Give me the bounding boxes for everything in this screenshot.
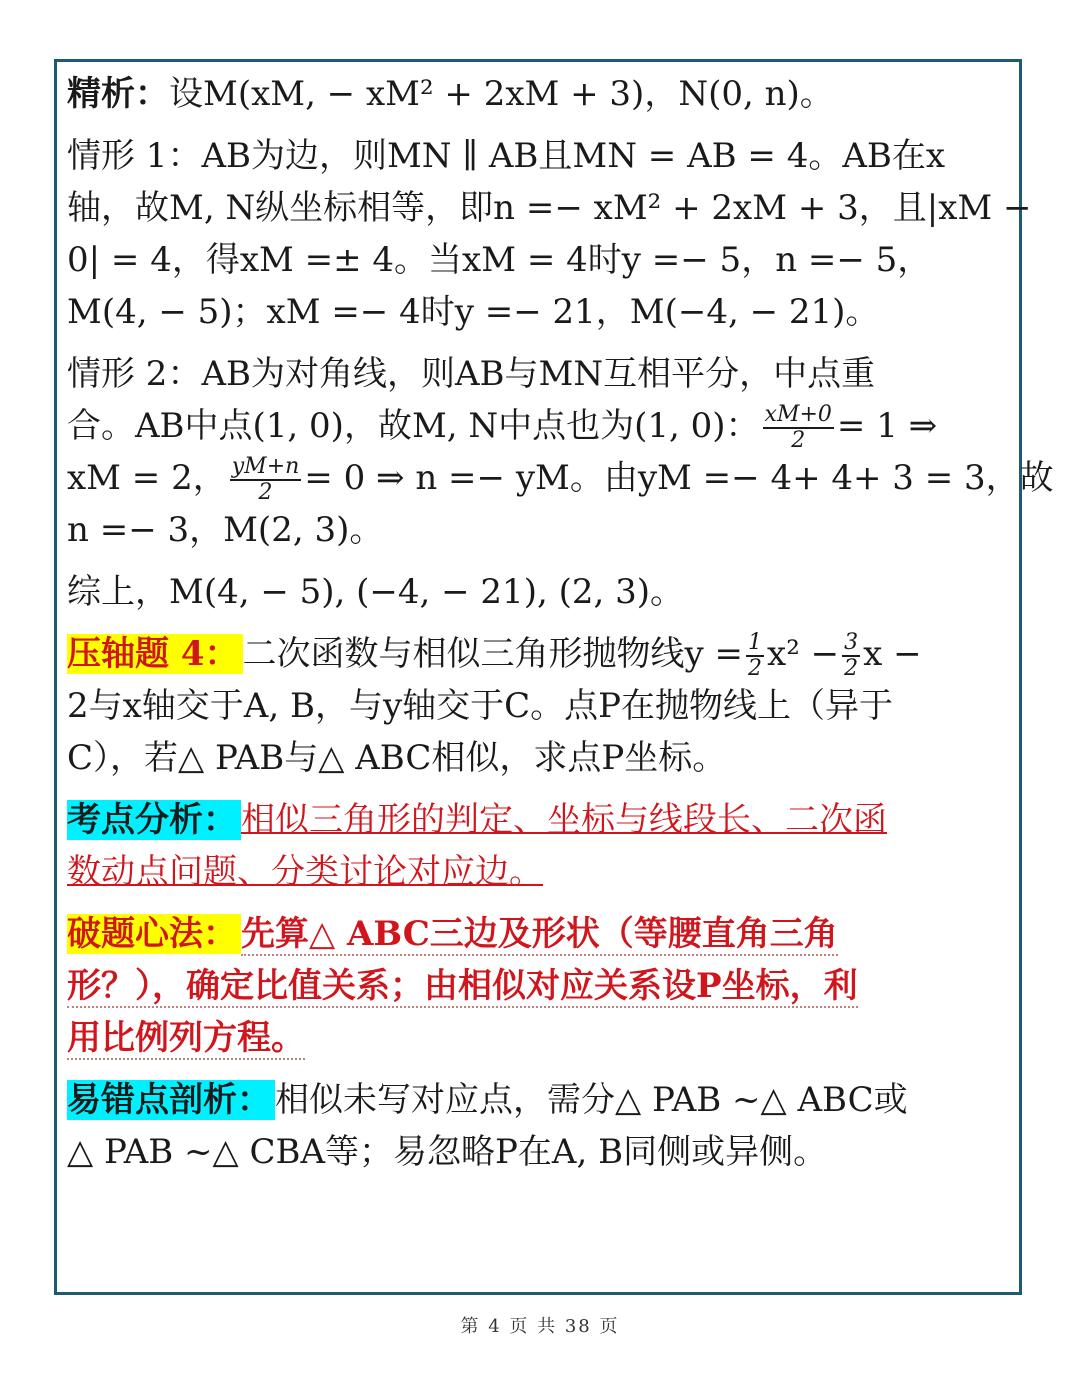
fraction-denominator: 2 [258, 480, 273, 505]
case1-line-1: 情形 1：AB为边，则MN ∥ AB且MN = AB = 4。AB在x [67, 136, 946, 176]
case2-line-2 [67, 400, 1002, 452]
errors-line-1-text: 相似未写对应点，需分△ PAB ~△ ABC或 [275, 1080, 908, 1120]
case2-line-2-tail: = 1 ⇒ [836, 406, 938, 446]
errors-line-1 [67, 1074, 1002, 1126]
case2-fraction-2 [230, 455, 302, 505]
content-frame [54, 59, 1054, 1295]
problem-fraction-1 [746, 631, 764, 681]
case2-line-2-text: 合。AB中点(1, 0)，故M, N中点也为(1, 0)： [67, 406, 760, 446]
method-line-2 [67, 960, 1002, 1012]
analysis-text: 设M(xM, − xM² + 2xM + 3)，N(0, n)。 [169, 74, 834, 114]
points-label: 考点分析： [67, 800, 241, 840]
errors-line-2: △ PAB ~△ CBA等；易忽略P在A, B同侧或异侧。 [67, 1132, 828, 1172]
case1-section [67, 130, 1032, 338]
analysis-label: 精析： [67, 74, 169, 114]
method-line-2-text: 形？），确定比值关系；由相似对应关系设P坐标，利 [67, 966, 858, 1006]
method-label: 破题心法： [67, 914, 241, 954]
case1-line-3: 0| = 4，得xM =± 4。当xM = 4时y =− 5，n =− 5， [67, 240, 932, 280]
points-line-2-text: 数动点问题、分类讨论对应边。 [67, 852, 543, 892]
fraction-numerator: yM+n [231, 454, 300, 479]
case2-line-3-tail: = 0 ⇒ n =− yM。由yM =− 4+ 4+ 3 = 3，故 [304, 458, 1054, 498]
method-section [67, 908, 1002, 1064]
page-content [67, 68, 1054, 1188]
page-footer: 第 4 页 共 38 页 [460, 1316, 620, 1337]
problem-line-1 [67, 628, 1002, 680]
case2-line-4: n =− 3，M(2, 3)。 [67, 510, 384, 550]
case2-line-3 [67, 452, 1054, 505]
fraction-denominator: 2 [844, 656, 859, 681]
case2-section [67, 348, 1054, 556]
analysis-line-1 [67, 68, 1002, 120]
method-line-1 [67, 908, 1002, 960]
fraction-denominator: 2 [791, 428, 806, 453]
case2-fraction-1 [763, 403, 834, 453]
fraction-numerator: 3 [844, 630, 859, 655]
points-line-2 [67, 846, 1002, 898]
case2-line-1: 情形 2：AB为对角线，则AB与MN互相平分，中点重 [67, 354, 876, 394]
method-line-3 [67, 1012, 1002, 1064]
problem-fraction-2 [842, 631, 860, 681]
errors-section [67, 1074, 1002, 1178]
problem-section [67, 628, 1002, 784]
problem-line-1-text: 二次函数与相似三角形抛物线y = [242, 634, 744, 674]
fraction-numerator: xM+0 [764, 402, 832, 427]
problem-line-1-tail: x − [863, 634, 922, 674]
problem-line-3: C），若△ PAB与△ ABC相似，求点P坐标。 [67, 738, 727, 778]
fraction-denominator: 2 [748, 656, 763, 681]
analysis-section [67, 68, 1002, 120]
problem-line-2: 2与x轴交于A, B，与y轴交于C。点P在抛物线上（异于 [67, 686, 894, 726]
summary-line: 综上，M(4, − 5), (−4, − 21), (2, 3)。 [67, 572, 684, 612]
method-line-3-text: 用比例列方程。 [67, 1018, 305, 1058]
case2-line-3-text: xM = 2， [67, 458, 227, 498]
problem-label: 压轴题 4： [67, 634, 243, 674]
fraction-numerator: 1 [748, 630, 763, 655]
points-line-1-text: 相似三角形的判定、坐标与线段长、二次函 [241, 800, 887, 840]
case1-line-4: M(4, − 5)；xM =− 4时y =− 21，M(−4, − 21)。 [67, 292, 880, 332]
points-section [67, 794, 1002, 898]
problem-line-1-mid: x² − [767, 634, 840, 674]
points-line-1 [67, 794, 1002, 846]
method-line-1-text: 先算△ ABC三边及形状（等腰直角三角 [241, 914, 838, 954]
errors-label: 易错点剖析： [67, 1080, 275, 1120]
case1-line-2: 轴，故M, N纵坐标相等，即n =− xM² + 2xM + 3，且|xM − [67, 188, 1032, 228]
summary-section [67, 566, 1002, 618]
